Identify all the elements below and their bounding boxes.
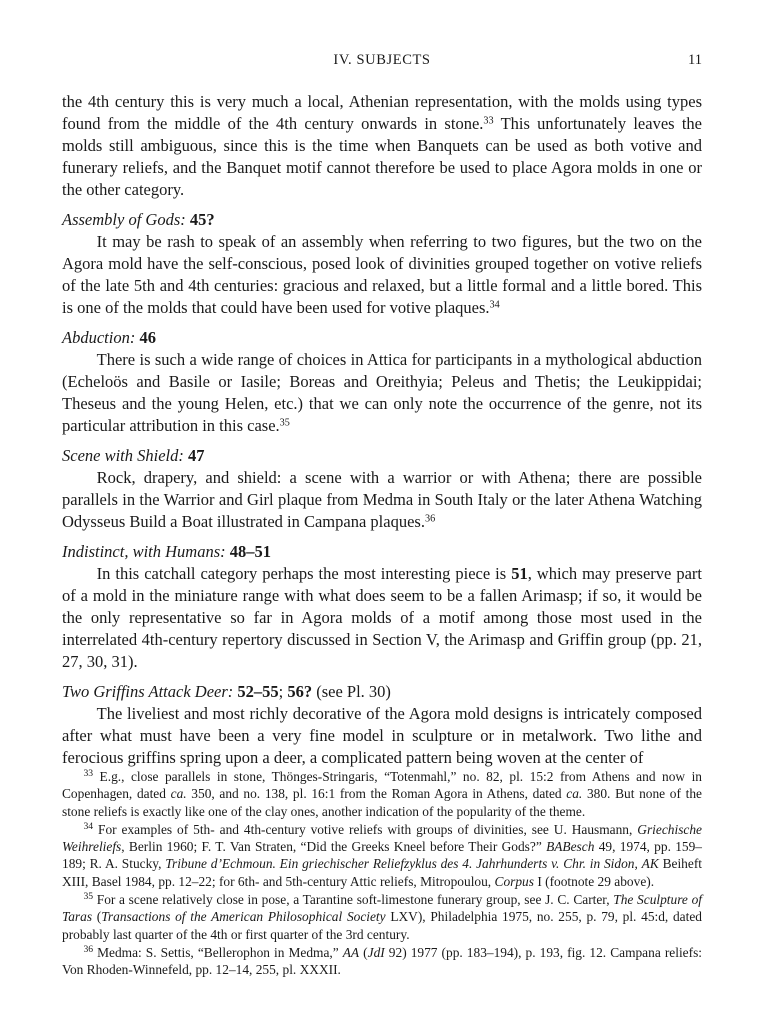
footnote-ref-36[interactable]: 36 xyxy=(424,513,436,525)
section-text-griffins: The liveliest and most richly decorative of the Agora mold designs is intricately composed after what must have been a very fine model in sculpture or in metalwork. Two lithe and ferocious griffins spring upon a deer, a complicated pattern being woven at the center of xyxy=(62,704,702,767)
footnote-ref-35[interactable]: 35 xyxy=(279,417,290,429)
footnote-34: $^{34}$ For examples of 5th- and 4th-century votive reliefs with groups of divinities, see U. Hausmann, Griechische Weihreliefs, Berlin 1960; F. T. Van Straten, “Did the Greeks Kneel before Their Gods?” BABesch 49, 1974, pp. 159–189; R. A. Stucky, Tribune d’Echmoun. Ein griechischer Reliefzyklus des 4. Jahrhunderts v. Chr. in Sidon, AK Beiheft XIII, Basel 1984, pp. 12–22; for 6th- and 5th-century Attic reliefs, Mitropoulou, Corpus I (footnote 29 above). xyxy=(62,821,702,889)
footnote-35: $^{35}$ For a scene relatively close in pose, a Tarantine soft-limestone funerary group, see J. C. Carter, The Sculpture of Taras (Transactions of the American Philosophical Society LXV), Philadelphia 1975, no. 255, p. 79, pl. 45:d, dated probably last quarter of the 4th or first quarter of the 3rd century. xyxy=(62,891,702,942)
running-head xyxy=(62,52,702,72)
section-text-indistinct: In this catchall category perhaps the most interesting piece is 51, which may preserve part of a mold in the miniature range with what does seem to be a fallen Arimasp; if so, it would be the only representative so far in Agora molds of a motif among those most used in the interrelated 4th-century repertory discussed in Section V, the Arimasp and Griffin group (pp. 21, 27, 30, 31). xyxy=(62,564,703,671)
running-title: IV. SUBJECTS xyxy=(333,52,431,68)
section-heading-shield: Scene with Shield: 47 xyxy=(62,446,205,465)
section-text-shield: Rock, drapery, and shield: a scene with a warrior or with Athena; there are possible parallels in the Warrior and Girl plaque from Medma in South Italy or the later Athena Watching Odysseus Build a Boat illustrated in Campana plaques.$^{36}$ xyxy=(62,468,702,531)
section-text-assembly: It may be rash to speak of an assembly when referring to two figures, but the two on the Agora mold have the self-conscious, posed look of divinities grouped together on votive reliefs of the late 5th and 4th centuries: gracious and relaxed, but a little formal and a little bored. This is one of the molds that could have been used for votive plaques.$^{34}$ xyxy=(62,232,702,317)
section-heading-griffins: Two Griffins Attack Deer: 52–55; 56? (see Pl. 30) xyxy=(62,682,391,701)
section-heading-indistinct: Indistinct, with Humans: 48–51 xyxy=(62,542,271,561)
footnote-33: $^{33}$ E.g., close parallels in stone, Thönges-Stringaris, “Totenmahl,” no. 82, pl. 15:2 from Athens and now in Copenhagen, dated ca. 350, and no. 138, pl. 16:1 from the Roman Agora in Athens, dated ca. 380. But none of the stone reliefs is exactly like one of the clay ones, another indication of the popularity of the theme. xyxy=(62,768,702,819)
footnotes xyxy=(62,768,702,980)
paragraph-continuation: the 4th century this is very much a local, Athenian representation, with the molds using types found from the middle of the 4th century onwards in stone.$^{33}$ This unfortunately leaves the molds still ambiguous, since this is the time when Banquets can be used as both votive and funerary reliefs, and the Banquet motif cannot therefore be used to place Agora molds in one or the other category. xyxy=(62,92,702,199)
section-heading-abduction: Abduction: 46 xyxy=(62,328,156,347)
footnote-36: $^{36}$ Medma: S. Settis, “Bellerophon in Medma,” AA (JdI 92) 1977 (pp. 183–194), p. 193, fig. 12. Campana reliefs: Von Rhoden-Winnefeld, pp. 12–14, 255, pl. XXXII. xyxy=(62,944,703,978)
footnote-ref-34[interactable]: 34 xyxy=(489,299,500,311)
section-heading-assembly: Assembly of Gods: 45? xyxy=(62,210,215,229)
section-text-abduction: There is such a wide range of choices in Attica for participants in a mythological abduction (Echeloös and Basile or Iasile; Boreas and Oreithyia; Peleus and Thetis; the Leukippidai; Theseus and the young Helen, etc.) that we can only note the occurrence of the genre, not its particular attribution in this case.$^{35}$ xyxy=(62,350,702,435)
page-number: 11 xyxy=(688,52,702,68)
footnote-ref-33[interactable]: 33 xyxy=(483,115,494,127)
main-text xyxy=(62,91,702,769)
